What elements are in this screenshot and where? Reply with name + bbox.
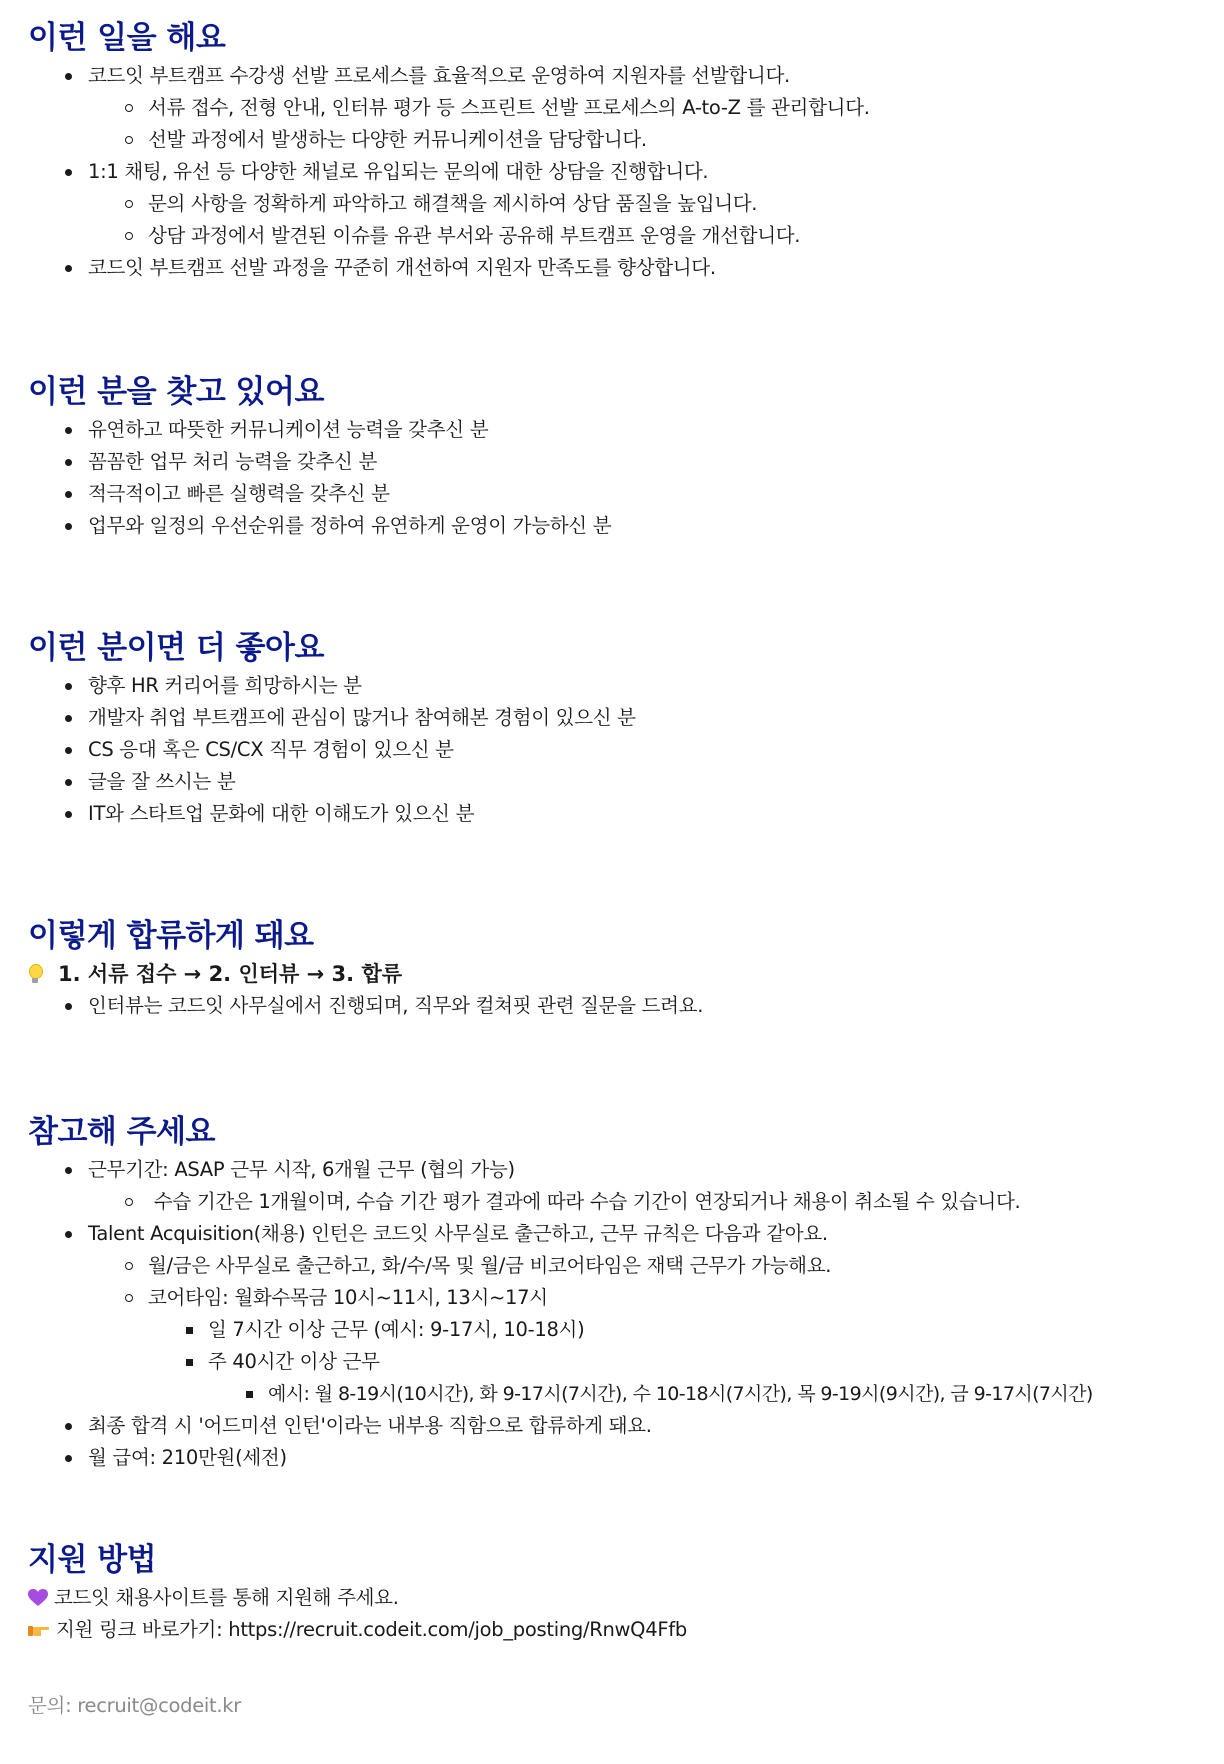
lightbulb-icon: [28, 964, 42, 984]
list-item: 코드잇 부트캠프 수강생 선발 프로세스를 효율적으로 운영하여 지원자를 선발합니다.: [28, 60, 870, 92]
contact-label: 문의:: [28, 1694, 78, 1717]
list-item: 유연하고 따뜻한 커뮤니케이션 능력을 갖추신 분: [28, 414, 611, 446]
list-item: 코드잇 부트캠프 선발 과정을 꾸준히 개선하여 지원자 만족도를 향상합니다.: [28, 252, 870, 284]
work-list: [28, 60, 870, 284]
section-preferred: [28, 628, 636, 830]
contact-email[interactable]: recruit@codeit.kr: [77, 1694, 241, 1717]
process-steps-text: 1. 서류 접수 → 2. 인터뷰 → 3. 합류: [58, 962, 403, 986]
section-title-looking: 이런 분을 찾고 있어요: [28, 374, 324, 410]
list-item: 적극적이고 빠른 실행력을 갖추신 분: [28, 478, 611, 510]
list-item: 월/금은 사무실로 출근하고, 화/수/목 및 월/금 비코어타임은 재택 근무가 가능해요.: [28, 1250, 1093, 1282]
notes-list: [28, 1154, 1093, 1474]
list-item: 업무와 일정의 우선순위를 정하여 유연하게 운영이 가능하신 분: [28, 510, 611, 542]
list-item: 예시: 월 8-19시(10시간), 화 9-17시(7시간), 수 10-18시(7시간), 목 9-19시(9시간), 금 9-17시(7시간): [28, 1378, 1093, 1410]
section-title-work: 이런 일을 해요: [28, 20, 226, 56]
section-title-preferred: 이런 분이면 더 좋아요: [28, 630, 324, 666]
list-item: 주 40시간 이상 근무: [28, 1346, 1093, 1378]
section-title-apply: 지원 방법: [28, 1542, 157, 1578]
section-apply: [28, 1540, 687, 1646]
list-item: 문의 사항을 정확하게 파악하고 해결책을 제시하여 상담 품질을 높입니다.: [28, 188, 870, 220]
apply-site-text: 코드잇 채용사이트를 통해 지원해 주세요.: [54, 1586, 399, 1609]
section-notes: [28, 1112, 1093, 1474]
section-title-process: 이렇게 합류하게 돼요: [28, 918, 314, 954]
list-item: 개발자 취업 부트캠프에 관심이 많거나 참여해본 경험이 있으신 분: [28, 702, 636, 734]
preferred-list: [28, 670, 636, 830]
apply-line-link: [28, 1614, 687, 1646]
list-item: 최종 합격 시 '어드미션 인턴'이라는 내부용 직함으로 합류하게 돼요.: [28, 1410, 1093, 1442]
section-process: [28, 916, 703, 1022]
list-item: 월 급여: 210만원(세전): [28, 1442, 1093, 1474]
list-item: Talent Acquisition(채용) 인턴은 코드잇 사무실로 출근하고, 근무 규칙은 다음과 같아요.: [28, 1218, 1093, 1250]
process-list: [28, 990, 703, 1022]
list-item: 선발 과정에서 발생하는 다양한 커뮤니케이션을 담당합니다.: [28, 124, 870, 156]
pointing-hand-icon: [28, 1622, 50, 1638]
list-item: 인터뷰는 코드잇 사무실에서 진행되며, 직무와 컬쳐핏 관련 질문을 드려요.: [28, 990, 703, 1022]
list-item: 꼼꼼한 업무 처리 능력을 갖추신 분: [28, 446, 611, 478]
list-item: 코어타임: 월화수목금 10시~11시, 13시~17시: [28, 1282, 1093, 1314]
list-item: 일 7시간 이상 근무 (예시: 9-17시, 10-18시): [28, 1314, 1093, 1346]
process-steps: [28, 958, 703, 990]
looking-list: [28, 414, 611, 542]
list-item: 글을 잘 쓰시는 분: [28, 766, 636, 798]
section-looking: [28, 372, 611, 542]
list-item: 상담 과정에서 발견된 이슈를 유관 부서와 공유해 부트캠프 운영을 개선합니다.: [28, 220, 870, 252]
list-item: 향후 HR 커리어를 희망하시는 분: [28, 670, 636, 702]
list-item: 1:1 채팅, 유선 등 다양한 채널로 유입되는 문의에 대한 상담을 진행합니다.: [28, 156, 870, 188]
section-title-notes: 참고해 주세요: [28, 1114, 215, 1150]
list-item: 수습 기간은 1개월이며, 수습 기간 평가 결과에 따라 수습 기간이 연장되거나 채용이 취소될 수 있습니다.: [28, 1186, 1093, 1218]
apply-link-url[interactable]: https://recruit.codeit.com/job_posting/RnwQ4Ffb: [228, 1618, 687, 1641]
list-item: CS 응대 혹은 CS/CX 직무 경험이 있으신 분: [28, 734, 636, 766]
list-item: 근무기간: ASAP 근무 시작, 6개월 근무 (협의 가능): [28, 1154, 1093, 1186]
list-item: 서류 접수, 전형 안내, 인터뷰 평가 등 스프린트 선발 프로세스의 A-to-Z 를 관리합니다.: [28, 92, 870, 124]
section-work: [28, 18, 870, 284]
list-item: IT와 스타트업 문화에 대한 이해도가 있으신 분: [28, 798, 636, 830]
apply-link-label: 지원 링크 바로가기:: [56, 1618, 229, 1641]
contact-line: [28, 1690, 241, 1718]
purple-heart-icon: [28, 1589, 48, 1607]
apply-line-site: [28, 1582, 687, 1614]
